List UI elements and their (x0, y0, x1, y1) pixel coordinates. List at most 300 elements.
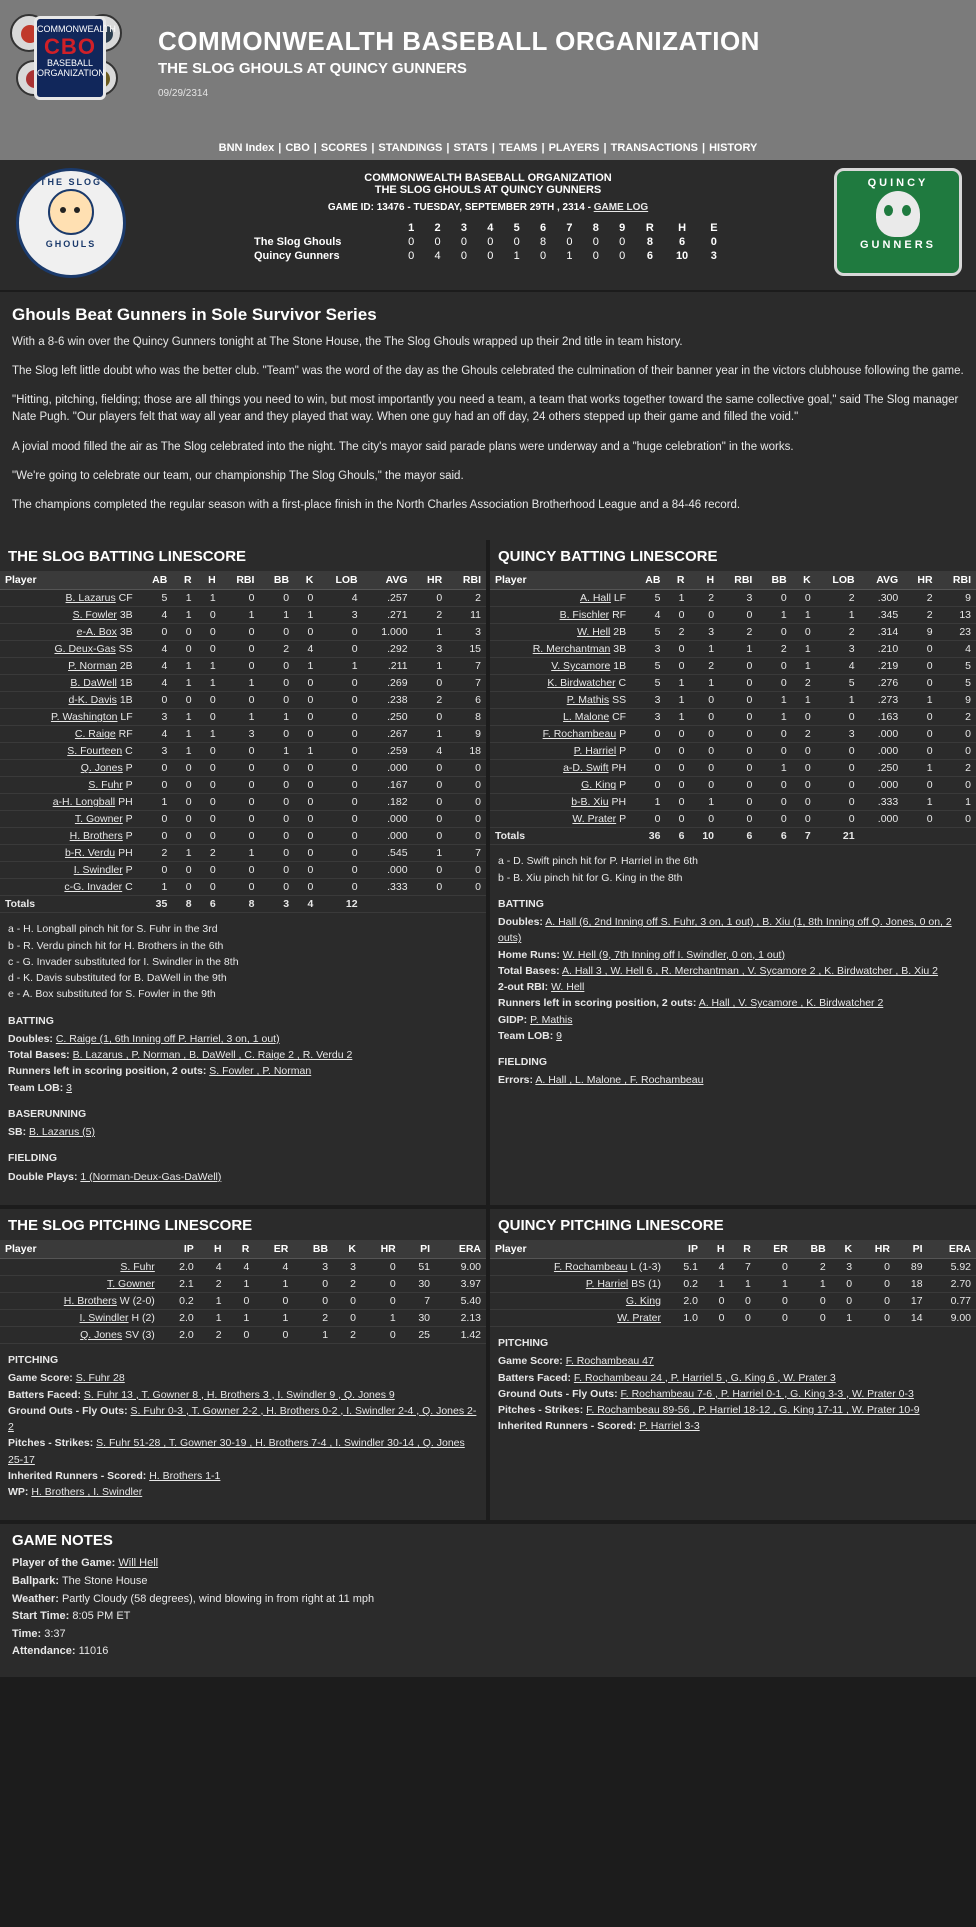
batting-stat-cell: 1 (197, 658, 221, 675)
batting-stat-cell: 2 (413, 607, 448, 624)
pitching-stat-cell: 1 (254, 1309, 293, 1326)
player-link[interactable]: S. Fourteen (67, 745, 123, 758)
batting-stat-cell: 0 (259, 811, 294, 828)
batting-stat-cell: 0 (294, 845, 318, 862)
batting-stat-cell: 0 (294, 760, 318, 777)
game-note-row (12, 1626, 964, 1644)
batting-stat-cell: 0 (903, 726, 937, 743)
masthead (0, 0, 976, 160)
batting-stat-cell: 0 (138, 811, 173, 828)
batting-stat-cell: 0 (757, 777, 791, 794)
pitching-stat-cell: 5.40 (435, 1292, 486, 1309)
note-value[interactable]: F. Rochambeau 89-56 , P. Harriel 18-12 , G. King 17-11 , W. Prater 10-9 (586, 1404, 920, 1417)
batting-stat-cell: 0 (259, 845, 294, 862)
player-link[interactable]: G. Deux-Gas (54, 643, 116, 656)
note-value[interactable]: H. Brothers , I. Swindler (31, 1486, 143, 1499)
player-link[interactable]: S. Fowler (72, 609, 117, 622)
batting-stat-cell: 3 (447, 624, 486, 641)
pitching-col-header: BB (293, 1240, 333, 1259)
inning-runs: 0 (619, 250, 626, 262)
nav-item-stats[interactable]: STATS (453, 142, 488, 154)
batting-stat-cell: 0 (757, 743, 791, 760)
game-note-row (12, 1608, 964, 1626)
pitching-stat-cell: 5.1 (666, 1258, 703, 1275)
batting-total-cell: 7 (792, 828, 816, 845)
note-value[interactable]: C. Raige (1, 6th Inning off P. Harriel, 3 on, 1 out) (55, 1032, 280, 1045)
pitching-stat-cell: 0 (293, 1275, 333, 1292)
batting-col-header: RBI (221, 571, 260, 590)
batting-stat-cell: .000 (860, 726, 904, 743)
batting-stat-cell: 1 (172, 607, 196, 624)
pitching-stat-cell: 2.1 (160, 1275, 199, 1292)
player-link[interactable]: H. Brothers (69, 830, 123, 843)
player-link[interactable]: P. Mathis (566, 694, 610, 707)
batter-name-cell: P. Norman 2B (0, 658, 138, 675)
note-value[interactable]: F. Rochambeau 7-6 , P. Harriel 0-1 , G. King 3-3 , W. Prater 0-3 (620, 1387, 914, 1400)
note-value[interactable]: P. Mathis (530, 1013, 573, 1026)
batter-name-cell: S. Fowler 3B (0, 607, 138, 624)
page-subtitle: THE SLOG GHOULS AT QUINCY GUNNERS (158, 60, 467, 77)
slog-pitching-panel (0, 1209, 486, 1520)
total-hits: 6 (679, 236, 686, 248)
pitching-col-header: BB (793, 1240, 831, 1259)
batting-stat-cell: 0 (318, 760, 362, 777)
nav-item-cbo[interactable]: CBO (285, 142, 310, 154)
nav-separator: | (541, 142, 545, 154)
batting-stat-cell: 1.000 (363, 624, 413, 641)
player-link[interactable]: a-D. Swift (563, 762, 609, 775)
footnote: a - D. Swift pinch hit for P. Harriel in the 6th (498, 855, 698, 868)
batting-stat-cell: 0 (318, 624, 362, 641)
batting-stat-cell: 0 (294, 692, 318, 709)
batting-stat-cell: 0 (719, 658, 757, 675)
batting-stat-cell: 0 (413, 777, 448, 794)
player-link[interactable]: b-R. Verdu (64, 847, 116, 860)
batting-col-header: RBI (447, 571, 486, 590)
player-link[interactable]: W. Prater (617, 1311, 661, 1324)
batter-name-cell: V. Sycamore 1B (490, 658, 631, 675)
pitching-stat-cell: 2 (333, 1275, 361, 1292)
batting-stat-cell: .000 (363, 760, 413, 777)
footnotes-block (498, 853, 968, 886)
player-link[interactable]: d-K. Davis (68, 694, 117, 707)
pitching-stat-cell: 4 (199, 1258, 227, 1275)
table-row (0, 845, 486, 862)
player-link[interactable]: V. Sycamore (551, 660, 611, 673)
player-link[interactable]: T. Gowner (74, 813, 123, 826)
batting-stat-cell: 7 (447, 658, 486, 675)
note-value[interactable]: A. Hall 3 , W. Hell 6 , R. Merchantman , V. Sycamore 2 , K. Birdwatcher , B. Xiu 2 (562, 964, 939, 977)
batter-name-cell: P. Washington LF (0, 709, 138, 726)
inning-runs: 0 (513, 236, 520, 248)
player-link[interactable]: H. Brothers (63, 1294, 117, 1307)
note-value[interactable]: S. Fuhr 13 , T. Gowner 8 , H. Brothers 3 , I. Swindler 9 , Q. Jones 9 (83, 1388, 395, 1401)
pitching-col-header: H (199, 1240, 227, 1259)
batting-stat-cell: 1 (413, 845, 448, 862)
player-link[interactable]: P. Norman (68, 660, 117, 673)
batting-stat-cell: 0 (719, 675, 757, 692)
linescore-team-header (248, 221, 398, 235)
pitching-col-header: PI (895, 1240, 928, 1259)
pitching-stat-cell: 4 (227, 1258, 255, 1275)
pitching-stat-cell: 0 (857, 1309, 895, 1326)
player-link[interactable]: S. Fuhr (88, 779, 123, 792)
note-line (498, 1012, 968, 1028)
batting-stat-cell: 4 (318, 590, 362, 607)
footnote: b - R. Verdu pinch hit for H. Brothers in the 6th (8, 939, 224, 952)
game-log-link[interactable]: GAME LOG (593, 202, 649, 213)
batting-stat-cell: 1 (221, 675, 260, 692)
batting-stat-cell: .267 (363, 726, 413, 743)
pitching-stat-cell: 2.13 (435, 1309, 486, 1326)
rhe-header: E (710, 222, 718, 234)
nav-item-scores[interactable]: SCORES (320, 142, 368, 154)
footnote: a - H. Longball pinch hit for S. Fuhr in the 3rd (8, 923, 218, 936)
batting-stat-cell: 0 (221, 590, 260, 607)
batting-stat-cell: 5 (631, 658, 665, 675)
table-row (490, 726, 976, 743)
player-link[interactable]: I. Swindler (79, 1311, 129, 1324)
note-value[interactable]: S. Fuhr 51-28 , T. Gowner 30-19 , H. Brothers 7-4 , I. Swindler 30-14 , Q. Jones 25-17 (8, 1437, 465, 1466)
batting-stat-cell: 0 (221, 828, 260, 845)
batting-stat-cell: .257 (363, 590, 413, 607)
batting-notes-heading: BATTING (8, 1014, 54, 1027)
player-link[interactable]: W. Hell (577, 626, 611, 639)
batting-col-header: LOB (816, 571, 860, 590)
batting-stat-cell: 0 (719, 777, 757, 794)
batting-stat-cell: .210 (860, 641, 904, 658)
batting-total-cell: 21 (816, 828, 860, 845)
batting-stat-cell: 0 (197, 760, 221, 777)
pitching-notes-block (498, 1335, 968, 1435)
note-value[interactable]: B. Lazarus , P. Norman , B. DaWell , C. Raige 2 , R. Verdu 2 (72, 1049, 353, 1062)
batting-stat-cell: 1 (221, 607, 260, 624)
batting-stat-cell: 1 (172, 709, 196, 726)
inning-header: 9 (619, 222, 626, 234)
player-link[interactable]: Q. Jones (80, 1328, 123, 1341)
note-line (498, 1386, 968, 1402)
article-paragraph: With a 8-6 win over the Quincy Gunners tonight at The Stone House, the The Slog Ghouls wrapped up their 2nd title in team history. (12, 335, 683, 348)
game-note-value: The Stone House (61, 1574, 148, 1587)
game-note-row (12, 1573, 964, 1591)
pitching-stat-cell: 1 (703, 1275, 729, 1292)
batting-total-cell: 4 (294, 896, 318, 913)
table-row (0, 590, 486, 607)
article-body (12, 334, 964, 515)
batting-stat-cell: .545 (363, 845, 413, 862)
batting-stat-cell: 1 (903, 760, 937, 777)
player-link[interactable]: K. Birdwatcher (547, 677, 616, 690)
note-value[interactable]: S. Fuhr 28 (75, 1372, 125, 1385)
inning-runs: 0 (408, 236, 415, 248)
note-value[interactable]: 3 (66, 1081, 72, 1094)
pitcher-name-cell (490, 1292, 666, 1309)
batting-stat-cell: 2 (197, 845, 221, 862)
batting-stat-cell: .345 (860, 607, 904, 624)
note-line (498, 995, 968, 1011)
batting-stat-cell: 2 (816, 624, 860, 641)
batting-stat-cell: 0 (138, 862, 173, 879)
note-value[interactable]: S. Fowler , P. Norman (209, 1065, 312, 1078)
batting-stat-cell: 2 (447, 590, 486, 607)
note-line (498, 1353, 968, 1369)
batting-stat-cell: 0 (689, 743, 719, 760)
inning-runs: 0 (487, 236, 494, 248)
batting-stat-cell: 0 (294, 862, 318, 879)
note-value[interactable]: H. Brothers 1-1 (149, 1469, 221, 1482)
note-value[interactable]: 1 (Norman-Deux-Gas-DaWell) (80, 1170, 222, 1183)
table-row (490, 658, 976, 675)
pitching-stat-cell: 89 (895, 1258, 928, 1275)
batting-stat-cell: 0 (792, 794, 816, 811)
note-label: SB: (8, 1126, 27, 1139)
player-link[interactable]: P. Washington (50, 711, 118, 724)
batting-stat-cell: 3 (221, 726, 260, 743)
player-link[interactable]: B. Fischler (559, 609, 610, 622)
inning-runs: 4 (434, 250, 441, 262)
nav-item-bnn-index[interactable]: BNN Index (218, 142, 275, 154)
note-value[interactable]: B. Lazarus (5) (29, 1126, 95, 1139)
player-link[interactable]: b-B. Xiu (571, 796, 609, 809)
pitching-col-header: ER (756, 1240, 793, 1259)
note-line (8, 1047, 478, 1063)
batting-stat-cell: 1 (318, 658, 362, 675)
batting-stat-cell: 1 (665, 590, 689, 607)
player-link[interactable]: S. Fuhr (120, 1260, 155, 1273)
table-row (0, 726, 486, 743)
table-row (490, 777, 976, 794)
batting-stat-cell: .219 (860, 658, 904, 675)
game-note-value: 8:05 PM ET (72, 1610, 131, 1623)
inning-runs: 0 (592, 250, 599, 262)
table-row (0, 709, 486, 726)
inning-runs: 0 (460, 250, 467, 262)
batting-stat-cell: 0 (197, 641, 221, 658)
game-notes-body (12, 1555, 964, 1661)
player-link[interactable]: G. King (625, 1294, 661, 1307)
batting-stat-cell: 0 (259, 726, 294, 743)
batting-stat-cell: 0 (719, 607, 757, 624)
batting-stat-cell: .167 (363, 777, 413, 794)
batting-stat-cell: 0 (665, 760, 689, 777)
player-link[interactable]: P. Harriel (573, 745, 617, 758)
game-notes-title: GAME NOTES (12, 1532, 113, 1550)
batting-stat-cell: 5 (631, 675, 665, 692)
batting-stat-cell: 0 (792, 777, 816, 794)
slog-batting-notes (0, 913, 486, 1205)
nav-item-players[interactable]: PLAYERS (548, 142, 600, 154)
batting-col-header: AVG (860, 571, 904, 590)
batting-stat-cell: .250 (860, 760, 904, 777)
note-value[interactable]: W. Hell (9, 7th Inning off I. Swindler, 0 on, 1 out) (562, 948, 785, 961)
player-link[interactable]: e-A. Box (76, 626, 117, 639)
batting-stat-cell: .300 (860, 590, 904, 607)
batting-stat-cell: 0 (294, 811, 318, 828)
batting-stat-cell: 0 (689, 709, 719, 726)
batting-stat-cell: 0 (938, 726, 976, 743)
batter-name-cell: a-H. Longball PH (0, 794, 138, 811)
note-value[interactable]: F. Rochambeau 24 , P. Harriel 5 , G. King 6 , W. Prater 3 (573, 1371, 836, 1384)
player-link[interactable]: B. DaWell (70, 677, 117, 690)
batting-stat-cell: 0 (221, 624, 260, 641)
pitching-col-header: Player (0, 1240, 160, 1259)
batting-stat-cell: 0 (719, 709, 757, 726)
player-link[interactable]: C. Raige (74, 728, 116, 741)
batting-total-cell (938, 828, 976, 845)
batter-name-cell: F. Rochambeau P (490, 726, 631, 743)
batting-stat-cell: 0 (719, 692, 757, 709)
batting-stat-cell: 0 (792, 624, 816, 641)
home-team-badge-bottom: GUNNERS (859, 239, 936, 251)
note-label: Ground Outs - Fly Outs: (8, 1404, 128, 1417)
article-paragraph: The Slog left little doubt who was the better club. "Team" was the word of the day as the Ghouls celebrated the culmination of their banner year in the victors clubhouse following the game. (12, 364, 964, 377)
batting-stat-cell: 1 (197, 726, 221, 743)
nav-item-standings[interactable]: STANDINGS (378, 142, 443, 154)
pitching-col-header: HR (361, 1240, 401, 1259)
note-label: Double Plays: (8, 1170, 78, 1183)
player-link[interactable]: P. Harriel (585, 1277, 629, 1290)
batting-stat-cell: 0 (318, 879, 362, 896)
game-note-label: Start Time: (12, 1610, 70, 1623)
note-line (8, 1169, 478, 1185)
player-link[interactable]: F. Rochambeau (553, 1260, 628, 1273)
batting-stat-cell: 0 (221, 862, 260, 879)
note-line (498, 1072, 968, 1088)
pitching-stat-cell: 1 (293, 1326, 333, 1343)
batting-total-cell: 8 (221, 896, 260, 913)
pitching-stat-cell: 2.0 (666, 1292, 703, 1309)
table-row (0, 1326, 486, 1343)
table-row (490, 641, 976, 658)
nav-item-transactions[interactable]: TRANSACTIONS (610, 142, 698, 154)
game-note-value[interactable]: Will Hell (118, 1557, 159, 1570)
batting-stat-cell: 0 (665, 607, 689, 624)
quincy-batting-title: QUINCY BATTING LINESCORE (498, 548, 718, 566)
batting-stat-cell: 0 (757, 726, 791, 743)
player-link[interactable]: a-H. Longball (52, 796, 116, 809)
total-errors: 0 (710, 236, 717, 248)
batting-stat-cell: 1 (757, 607, 791, 624)
player-link[interactable]: W. Prater (572, 813, 617, 826)
note-value[interactable]: A. Hall (6, 2nd Inning off S. Fuhr, 3 on, 1 out) , B. Xiu (1, 8th Inning off Q. Jones, 0 on, 2 outs) (498, 916, 952, 945)
batting-total-cell: 36 (631, 828, 665, 845)
batter-name-cell: S. Fourteen C (0, 743, 138, 760)
article-paragraph: A jovial mood filled the air as The Slog celebrated into the night. The city's mayor said parade plans were underway and a "huge celebration" in the works. (12, 440, 794, 453)
batting-stat-cell: 0 (294, 726, 318, 743)
note-value[interactable]: S. Fuhr 0-3 , T. Gowner 2-2 , H. Brothers 0-2 , I. Swindler 2-4 , Q. Jones 2-2 (8, 1404, 477, 1434)
pitching-stat-cell: 1 (756, 1275, 793, 1292)
page-title: COMMONWEALTH BASEBALL ORGANIZATION (158, 26, 760, 56)
batting-stat-cell: 18 (447, 743, 486, 760)
player-link[interactable]: Q. Jones (80, 762, 123, 775)
inning-runs: 0 (408, 250, 415, 262)
nav-item-history[interactable]: HISTORY (709, 142, 758, 154)
batting-total-cell (903, 828, 937, 845)
batting-stat-cell: 0 (447, 777, 486, 794)
pitching-stat-cell: 0.2 (666, 1275, 703, 1292)
player-link[interactable]: B. Lazarus (65, 592, 116, 605)
batting-stat-cell: 1 (757, 709, 791, 726)
batting-stat-cell: 0 (719, 760, 757, 777)
batting-total-cell: 6 (665, 828, 689, 845)
pitching-col-header: HR (857, 1240, 895, 1259)
batting-stat-cell: 0 (221, 777, 260, 794)
batting-stat-cell: 0 (294, 624, 318, 641)
batting-col-header: K (294, 571, 318, 590)
pitching-stat-cell: 0 (227, 1292, 255, 1309)
batting-stat-cell: 1 (631, 794, 665, 811)
note-label: Pitches - Strikes: (8, 1437, 94, 1450)
table-row (0, 624, 486, 641)
note-value[interactable]: 9 (556, 1029, 562, 1042)
pitching-stat-cell: 2 (199, 1275, 227, 1292)
linescore-team-name[interactable]: Quincy Gunners (254, 250, 340, 262)
pitching-notes-block (8, 1352, 478, 1500)
player-link[interactable]: L. Malone (563, 711, 610, 724)
note-label: Errors: (498, 1074, 534, 1087)
player-link[interactable]: R. Merchantman (532, 643, 611, 656)
player-link[interactable]: c-G. Invader (64, 881, 123, 894)
table-row (490, 709, 976, 726)
nav-separator: | (603, 142, 607, 154)
table-row (0, 1275, 486, 1292)
batting-stat-cell: .000 (363, 828, 413, 845)
batting-stat-cell: 11 (447, 607, 486, 624)
note-value[interactable]: P. Harriel 3-3 (639, 1420, 700, 1433)
table-row (490, 607, 976, 624)
batting-stat-cell: 0 (447, 811, 486, 828)
batting-stat-cell: 0 (172, 624, 196, 641)
batting-stat-cell: 2 (938, 760, 976, 777)
table-row (490, 675, 976, 692)
batter-name-cell: S. Fuhr P (0, 777, 138, 794)
inning-runs: 1 (566, 250, 573, 262)
player-link[interactable]: A. Hall (579, 592, 611, 605)
batting-stat-cell: 0 (197, 624, 221, 641)
batting-stat-cell: 3 (413, 641, 448, 658)
note-value[interactable]: W. Hell (551, 981, 585, 994)
batting-stat-cell: 0 (172, 641, 196, 658)
main-nav[interactable] (0, 142, 976, 154)
note-value[interactable]: F. Rochambeau 47 (565, 1355, 654, 1368)
linescore-team-name[interactable]: The Slog Ghouls (254, 236, 342, 248)
table-row (0, 1309, 486, 1326)
player-link[interactable]: G. King (581, 779, 617, 792)
batting-stat-cell: 1 (816, 607, 860, 624)
batting-stat-cell: 0 (318, 726, 362, 743)
batting-stat-cell: 0 (197, 743, 221, 760)
pitching-stat-cell: 1 (227, 1309, 255, 1326)
footnote: e - A. Box substituted for S. Fowler in the 9th (8, 988, 216, 1001)
note-value[interactable]: A. Hall , V. Sycamore , K. Birdwatcher 2 (698, 997, 884, 1010)
player-link[interactable]: F. Rochambeau (542, 728, 617, 741)
note-line (8, 1031, 478, 1047)
scorebox-gameid (10, 202, 966, 213)
note-label: Game Score: (498, 1355, 563, 1368)
player-link[interactable]: I. Swindler (73, 864, 123, 877)
note-value[interactable]: A. Hall , L. Malone , F. Rochambeau (535, 1074, 704, 1087)
nav-item-teams[interactable]: TEAMS (498, 142, 538, 154)
table-row (0, 743, 486, 760)
table-row (490, 590, 976, 607)
game-note-value: Partly Cloudy (58 degrees), wind blowing in from right at 11 mph (61, 1592, 375, 1605)
pitching-stat-cell: 0 (756, 1309, 793, 1326)
game-recap-article (0, 292, 976, 540)
quincy-pitching-table (490, 1240, 976, 1327)
batting-stat-cell: 0 (665, 811, 689, 828)
batting-col-header: HR (413, 571, 448, 590)
player-link[interactable]: T. Gowner (106, 1277, 155, 1290)
